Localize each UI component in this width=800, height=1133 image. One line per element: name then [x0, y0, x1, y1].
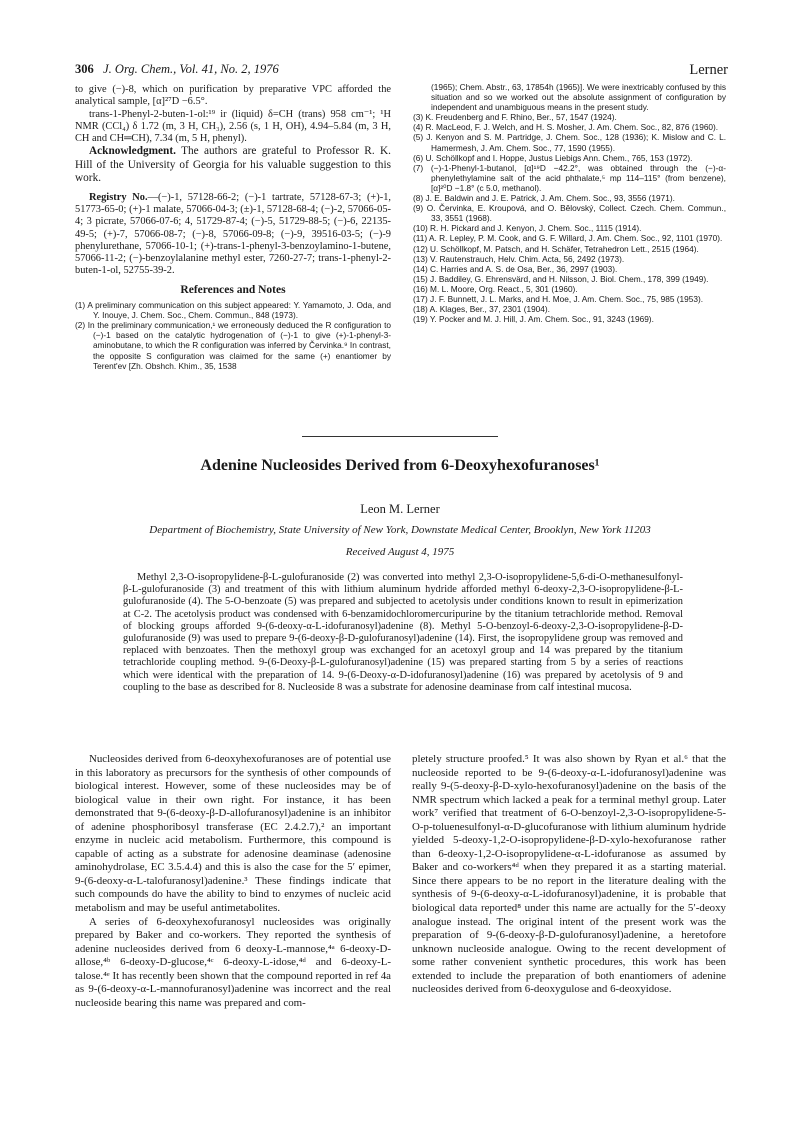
references-heading: References and Notes: [180, 283, 286, 296]
reference-item: (18) A. Klages, Ber., 37, 2301 (1904).: [413, 304, 550, 315]
body-left-column: [75, 753, 391, 1010]
references-list-left: [75, 300, 391, 371]
received-date: Received August 4, 1975: [345, 546, 455, 558]
paragraph: to give (−)-8, which on purification by preparative VPC afforded the analytical sample, [α]²⁷D −6.5°.: [75, 84, 391, 108]
body-paragraph: Nucleosides derived from 6-deoxyhexofuranoses are of potential use in this laboratory as precursors for the synthesis of other compounds of biological interest. However, some of these nucleosides may be of biological value in their own right. For instance, it has been demonstrated that 9-(6-deoxy-β-D-allofuranosyl)adenine is an inhibitor of adenine phosphoribosyl transferase (EC 2.4.2.7),² an important enzyme in nucleic acid metabolism. Furthermore, this compound is capable of acting as a substrate for adenosine deaminase (adenosine aminohydrolase, EC 3.5.4.4) and this is also the case for the 5′ epimer, 9-(6-deoxy-α-L-talofuranosyl)adenine.³ These findings indicate that such compounds do have the ability to bind to enzymes of nucleic acid metabolism and may be useful antimetabolites.: [75, 753, 391, 915]
body-paragraph: A series of 6-deoxyhexofuranosyl nucleosides was originally prepared by Baker and co-workers. They reported the synthesis of adenine nucleosides derived from 6 deoxy-L-mannose,⁴ᵃ 6-deoxy-D-allose,⁴ᵇ 6-deoxy-D-glucose,⁴ᶜ 6-deoxy-L-idose,⁴ᵈ and 6-deoxy-L-talose.⁴ᵉ It has recently been shown that the compound reported in ref 4a as 9-(6-deoxy-α-L-mannofuranosyl)adenine was incorrect and the real nucleoside bearing this name was prepared and com-: [75, 915, 391, 1009]
reference-item: (7) (−)-1-Phenyl-1-butanol, [α]¹⁹D −42.2°, was obtained through the (−)-α-phenylethylamine salt of the acid phthalate,⁵ mp 114–115° (from benzene), [α]²⁰D −1.8° (c 5.0, methanol).: [413, 162, 726, 193]
paragraph: trans-1-Phenyl-2-buten-1-ol:¹⁹ ir (liquid) δ=CH (trans) 958 cm⁻¹; ¹H NMR (CCl₄) δ 1.72 (m, 3 H, CH₃), 2.56 (s, 1 H, OH), 4.94–5.84 (m, 3 H, CH and CH═CH), 7.34 (m, 5 H, phenyl).: [75, 108, 391, 145]
reference-item: (8) J. E. Baldwin and J. E. Patrick, J. Am. Chem. Soc., 93, 3556 (1971).: [413, 193, 675, 204]
acknowledgment-text: The authors are grateful to Professor R. K. Hill of the University of Georgia for his valuable suggestion to this work.: [75, 145, 391, 185]
reference-item: (4) R. MacLeod, F. J. Welch, and H. S. Mosher, J. Am. Chem. Soc., 82, 876 (1960).: [413, 122, 719, 133]
acknowledgment-label: Acknowledgment.: [89, 145, 176, 158]
reference-item: (17) J. F. Bunnett, J. L. Marks, and H. Moe, J. Am. Chem. Soc., 75, 985 (1953).: [413, 293, 704, 304]
references-list-right: [413, 82, 726, 324]
reference-item: (6) U. Schöllkopf and I. Hoppe, Justus Liebigs Ann. Chem., 765, 153 (1972).: [413, 152, 693, 163]
acknowledgment: [75, 145, 391, 185]
reference-item: (12) U. Schöllkopf, M. Patsch, and H. Schäfer, Tetrahedron Lett., 2515 (1964).: [413, 243, 699, 254]
reference-item: (16) M. L. Moore, Org. React., 5, 301 (1960).: [413, 283, 578, 294]
registry-text: —(−)-1, 57128-66-2; (−)-1 tartrate, 57128-67-3; (+)-1, 51773-65-0; (+)-1 malate, 57066-04-3; (±)-1, 57128-68-4; (−)-2, 57066-05-4; 3 picrate, 57066-07-6; 4, 51729-87-4; (−)-5, 51729-88-5; (−)-6, 22135-49-5; (+)-7, 57066-08-7; (−)-8, 57066-09-8; (−)-9, 39516-03-5; (−)-9 phenylurethane, 57066-10-1; (+)-trans-1-phenyl-3-benzoylamino-1-butene, 57066-11-2; (−)-benzoylalanine methyl ester, 7260-27-7; trans-1-phenyl-2-buten-1-ol, 52755-39-2.: [75, 191, 391, 277]
reference-item: (2) In the preliminary communication,¹ we erroneously deduced the R configuration to (−)-1 based on the catalytic hydrogenation of (−)-1 to give (+)-1-phenyl-3-aminobutane, to which the R configuration was inferred by Červinka.⁹ In contrast, the opposite S configuration was claimed for the same (+) enantiomer by Terent'ev [Zh. Obshch. Khim., 35, 1538: [75, 320, 391, 371]
reference-item: (9) O. Červinka, E. Kroupová, and O. Bělovský, Collect. Czech. Chem. Commun., 33, 3551 (1968).: [413, 203, 726, 224]
reference-item: (14) C. Harries and A. S. de Osa, Ber., 36, 2997 (1903).: [413, 263, 618, 274]
reference-item: (1965); Chem. Abstr., 63, 17854h (1965)]. We were inextricably confused by this situation and so we worked out the absolute assignment of configuration by independent and unambiguous means in the present study.: [431, 82, 726, 113]
body-right-column: [412, 753, 726, 997]
reference-item: (10) R. H. Pickard and J. Kenyon, J. Chem. Soc., 1115 (1914).: [413, 223, 642, 234]
page-number: 306: [75, 62, 94, 76]
author-affiliation: Department of Biochemistry, State University of New York, Downstate Medical Center, Brooklyn, New York 11203: [149, 524, 651, 536]
registry-numbers: [75, 192, 391, 278]
body-paragraph: pletely structure proofed.⁵ It was also shown by Ryan et al.⁶ that the nucleoside reported to be 9-(6-deoxy-α-L-idofuranosyl)adenine was really 9-(5-deoxy-β-D-xylo-hexofuranosyl)adenine on the basis of the NMR spectrum which lacked a peak for a terminal methyl group. Later work⁷ verified that treatment of 6-O-benzoyl-2,3-O-isopropylidene-5-O-p-toluenesulfonyl-α-D-glucofuranose with lithium aluminum hydride yielded 5-deoxy-1,2-O-isopropylidene-β-D-xylo-hexofuranose rather than 6-deoxy-1,2-O-isopropylidene-α-L-idofuranose as assumed by Baker and co-workers⁴ᵈ when they prepared it as a starting material. Since there appears to be no report in the literature dealing with the synthesis of 9-(6-deoxy-α-L-idofuranosyl)adenine, it is probable that biological data reported⁸ under this name are actually for the 5′-deoxy analogue instead. The original intent of the present work was the preparation of 9-(6-deoxy-β-D-gulofuranosyl)adenine, a heretofore unknown nucleoside analogue. Owing to the recent development of some rather convenient synthetic procedures, this work has been extended to include the preparation of both enantiomers of adenine nucleosides derived from 6-deoxygulose and 6-deoxyidose.: [412, 753, 726, 996]
reference-item: (5) J. Kenyon and S. M. Partridge, J. Chem. Soc., 128 (1936); K. Mislow and C. L. Hamermesh, J. Am. Chem. Soc., 77, 1590 (1955).: [413, 132, 726, 153]
reference-item: (3) K. Freudenberg and F. Rhino, Ber., 57, 1547 (1924).: [413, 112, 617, 123]
registry-label: Registry No.: [89, 191, 148, 203]
running-header-left: [75, 62, 279, 77]
article-separator: [302, 436, 498, 437]
article-title: Adenine Nucleosides Derived from 6-Deoxyhexofuranoses¹: [200, 457, 600, 474]
running-author: Lerner: [689, 62, 728, 78]
reference-item: (15) J. Baddiley, G. Ehrensvärd, and H. Nilsson, J. Biol. Chem., 178, 399 (1949).: [413, 273, 709, 284]
article-author: Leon M. Lerner: [360, 502, 440, 516]
previous-article-left-column: [75, 84, 391, 371]
reference-item: (13) V. Rautenstrauch, Helv. Chim. Acta, 56, 2492 (1973).: [413, 253, 625, 264]
reference-item: (11) A. R. Lepley, P. M. Cook, and G. F. Willard, J. Am. Chem. Soc., 92, 1101 (1970).: [413, 233, 723, 244]
reference-item: (1) A preliminary communication on this subject appeared: Y. Yamamoto, J. Oda, and Y. Inouye, J. Chem. Soc., Chem. Commun., 848 (1973).: [75, 300, 391, 321]
reference-item: (19) Y. Pocker and M. J. Hill, J. Am. Chem. Soc., 91, 3243 (1969).: [413, 314, 654, 325]
journal-citation: J. Org. Chem., Vol. 41, No. 2, 1976: [103, 62, 279, 76]
abstract: Methyl 2,3-O-isopropylidene-β-L-gulofuranoside (2) was converted into methyl 2,3-O-isopropylidene-5,6-di-O-methanesulfonyl-β-L-gulofuranoside (3) and treatment of this with lithium aluminum hydride afforded methyl 6-deoxy-2,3-O-isopropylidene-β-L-gulofuranoside (4). The 5-O-benzoate (5) was prepared and subjected to acetolysis under conditions known to result in epimerization at C-2. The acetolysis product was condensed with 6-benzamidochloromercuripurine by the titanium tetrachloride method. Removal of blocking groups afforded 9-(6-deoxy-α-L-idofuranosyl)adenine (8). Methyl 5-O-benzoyl-6-deoxy-2,3-O-isopropylidene-β-D-gulofuranoside (9) was used to prepare 9-(6-deoxy-β-D-gulofuranosyl)adenine (14). First, the isopropylidene group was removed and replaced with benzoates. Then the methoxyl group was exchanged for an acetoxyl group and 14 was prepared by the titanium tetrachloride coupling method. 9-(6-Deoxy-β-L-gulofuranosyl)adenine (15) was prepared starting from 5 by a series of reactions which were identical with the preparation of 14. 9-(6-Deoxy-α-D-idofuranosyl)adenine (16) was prepared by acetolysis of 9 and coupling to the base as described for 8. Nucleoside 8 was a substrate for adenosine deaminase from calf intestinal mucosa.: [123, 572, 683, 693]
